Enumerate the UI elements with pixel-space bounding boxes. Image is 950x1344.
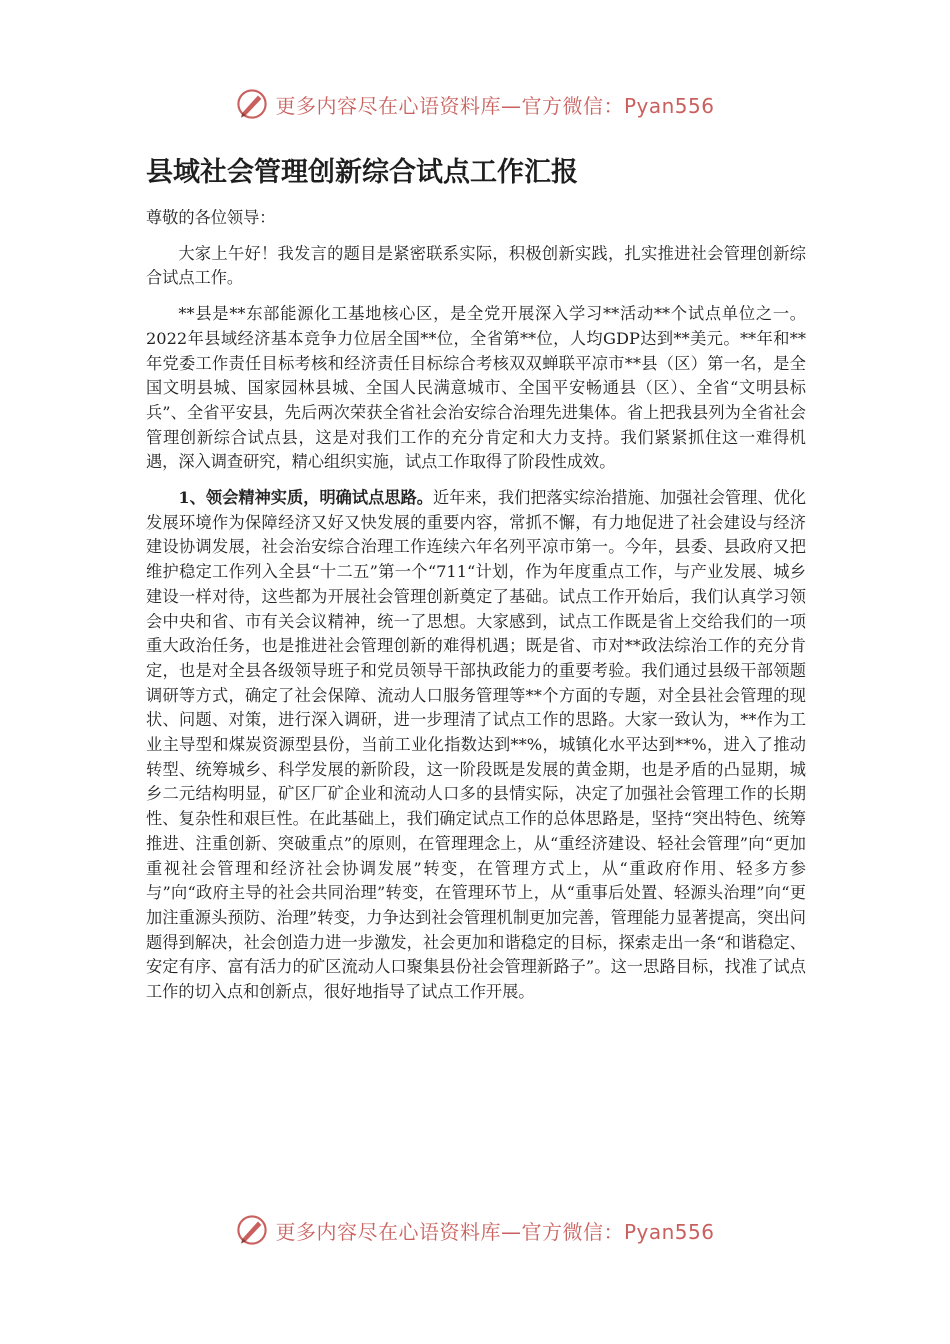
footer-watermark-inner <box>235 1213 714 1247</box>
header-watermark-banner <box>0 84 950 124</box>
document-title: 县域社会管理创新综合试点工作汇报 <box>146 157 578 188</box>
pen-ring-logo-icon <box>235 1213 269 1247</box>
header-watermark-text: 更多内容尽在心语资料库—官方微信：Pyan556 <box>275 93 715 118</box>
header-watermark-inner <box>235 87 714 121</box>
paragraph-county-profile: **县是**东部能源化工基地核心区，是全党开展深入学习**活动**个试点单位之一。2022年县域经济基本竞争力位居全国**位，全省第**位，人均GDP达到**美元。**年和**年党委工作责任目标考核和经济责任目标综合考核双双蝉联平凉市**县（区）第一名，是全国文明县城、国家园林县城、全国人民满意城市、全国平安畅通县（区）、全省“文明县标兵”、全省平安县，先后两次荣获全省社会治安综合治理先进集体。省上把我县列为全省社会管理创新综合试点县，这是对我们工作的充分肯定和大力支持。我们紧紧抓住这一难得机遇，深入调查研究，精心组织实施，试点工作取得了阶段性成效。 <box>146 304 806 472</box>
section-1-body: 近年来，我们把落实综治措施、加强社会管理、优化发展环境作为保障经济又好又快发展的重要内容，常抓不懈，有力地促进了社会建设与经济建设协调发展，社会治安综合治理工作连续六年名列平凉市第一。今年，县委、县政府又把维护稳定工作列入全县“十二五”第一个“711“计划，作为年度重点工作，与产业发展、城乡建设一样对待，这些都为开展社会管理创新奠定了基础。试点工作开始后，我们认真学习领会中央和省、市有关会议精神，统一了思想。大家感到，试点工作既是省上交给我们的一项重大政治任务，也是推进社会管理创新的难得机遇；既是省、市对**政法综治工作的充分肯定，也是对全县各级领导班子和党员领导干部执政能力的重要考验。我们通过县级干部领题调研等方式，确定了社会保障、流动人口服务管理等**个方面的专题，对全县社会管理的现状、问题、对策，进行深入调研，进一步理清了试点工作的思路。大家一致认为，**作为工业主导型和煤炭资源型县份，当前工业化指数达到**%，城镇化水平达到**%，进入了推动转型、统筹城乡、科学发展的新阶段，这一阶段既是发展的黄金期，也是矛盾的凸显期，城乡二元结构明显，矿区厂矿企业和流动人口多的县情实际，决定了加强社会管理工作的长期性、复杂性和艰巨性。在此基础上，我们确定试点工作的总体思路是，坚持“突出特色、统筹推进、注重创新、突破重点”的原则，在管理理念上，从“重经济建设、轻社会管理”向“更加重视社会管理和经济社会协调发展”转变，在管理方式上，从“重政府作用、轻多方参与”向“政府主导的社会共同治理”转变，在管理环节上，从“重事后处置、轻源头治理”向“更加注重源头预防、治理”转变，力争达到社会管理机制更加完善，管理能力显著提高，突出问题得到解决，社会创造力进一步激发，社会更加和谐稳定的目标，探索走出一条“和谐稳定、安定有序、富有活力的矿区流动人口聚集县份社会管理新路子”。这一思路目标，找准了试点工作的切入点和创新点，很好地指导了试点工作开展。 <box>146 488 807 1002</box>
footer-watermark-banner <box>0 1210 950 1250</box>
pen-ring-logo-icon <box>235 87 269 121</box>
paragraph-section-1 <box>146 486 806 1005</box>
greeting-line: 尊敬的各位领导： <box>146 208 276 227</box>
section-1-heading: 1、领会精神实质，明确试点思路。 <box>178 488 433 508</box>
paragraph-opening: 大家上午好！我发言的题目是紧密联系实际，积极创新实践，扎实推进社会管理创新综合试点工作。 <box>146 243 806 288</box>
document-body <box>146 206 806 1016</box>
footer-watermark-text: 更多内容尽在心语资料库—官方微信：Pyan556 <box>275 1219 715 1244</box>
